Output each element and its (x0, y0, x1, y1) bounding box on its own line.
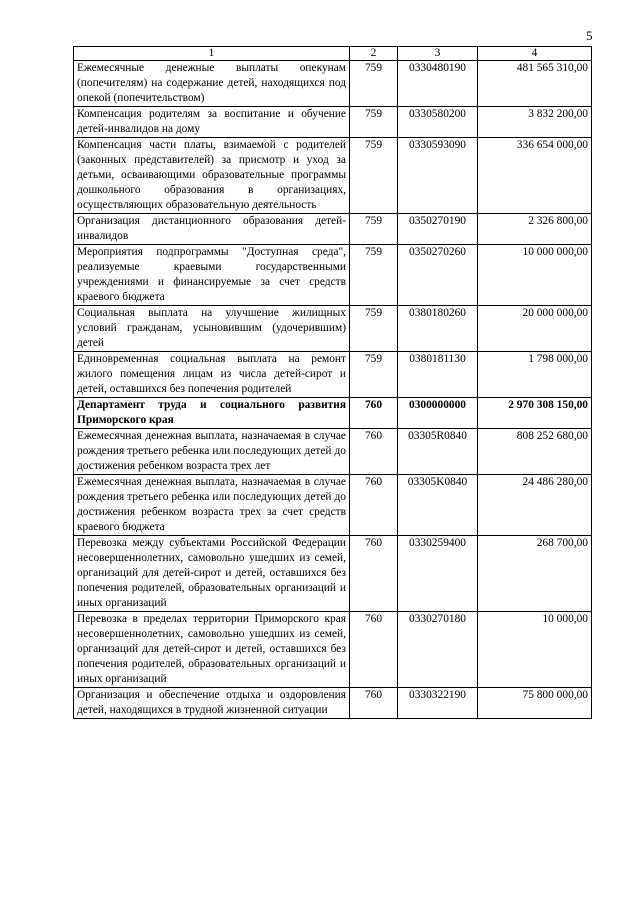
row-ministry-code-cell: 759 (350, 245, 398, 306)
row-ministry-code-cell: 760 (350, 398, 398, 429)
row-target-code-cell: 0350270260 (398, 245, 478, 306)
row-name-cell: Перевозка в пределах территории Приморского края несовершеннолетних, самовольно ушедших из семей, организаций для детей-сирот и детей, оставшихся без попечения родителей, образовательных организаций и иных организаций (74, 612, 350, 688)
row-ministry-code-cell: 759 (350, 138, 398, 214)
row-name-cell: Компенсация части платы, взимаемой с родителей (законных представителей) за присмотр и уход за детьми, осваивающими образовательные программы дошкольного образования в организациях, осуществляющих образовательную деятельность (74, 138, 350, 214)
table-row (74, 612, 592, 688)
row-amount-cell: 2 326 800,00 (478, 214, 592, 245)
table-row (74, 245, 592, 306)
row-name-cell: Организация и обеспечение отдыха и оздоровления детей, находящихся в трудной жизненной ситуации (74, 688, 350, 719)
row-amount-cell: 10 000 000,00 (478, 245, 592, 306)
row-amount-cell: 3 832 200,00 (478, 107, 592, 138)
table-row (74, 138, 592, 214)
row-target-code-cell: 0330259400 (398, 536, 478, 612)
row-name-cell: Организация дистанционного образования детей-инвалидов (74, 214, 350, 245)
table-row (74, 306, 592, 352)
header-col-3: 3 (398, 47, 478, 61)
row-amount-cell: 336 654 000,00 (478, 138, 592, 214)
row-ministry-code-cell: 760 (350, 429, 398, 475)
row-target-code-cell: 0300000000 (398, 398, 478, 429)
row-name-cell: Компенсация родителям за воспитание и обучение детей-инвалидов на дому (74, 107, 350, 138)
row-amount-cell: 268 700,00 (478, 536, 592, 612)
budget-table (73, 46, 592, 719)
row-target-code-cell: 0380181130 (398, 352, 478, 398)
row-amount-cell: 808 252 680,00 (478, 429, 592, 475)
row-name-cell: Ежемесячная денежная выплата, назначаемая в случае рождения третьего ребенка или последующих детей до достижения ребенком возраста трех за счет средств краевого бюджета (74, 475, 350, 536)
row-target-code-cell: 0330593090 (398, 138, 478, 214)
row-ministry-code-cell: 759 (350, 352, 398, 398)
table-header-row (74, 47, 592, 61)
row-target-code-cell: 03305R0840 (398, 429, 478, 475)
table-row (74, 475, 592, 536)
row-name-cell: Перевозка между субъектами Российской Федерации несовершеннолетних, самовольно ушедших из семей, организаций для детей-сирот и детей, оставшихся без попечения родителей, образовательных организаций и иных организаций (74, 536, 350, 612)
row-name-cell: Департамент труда и социального развития Приморского края (74, 398, 350, 429)
row-name-cell: Социальная выплата на улучшение жилищных условий гражданам, усыновившим (удочерившим) детей (74, 306, 350, 352)
row-ministry-code-cell: 759 (350, 107, 398, 138)
header-col-1: 1 (74, 47, 350, 61)
table-row (74, 429, 592, 475)
header-col-2: 2 (350, 47, 398, 61)
department-row (74, 398, 592, 429)
row-amount-cell: 1 798 000,00 (478, 352, 592, 398)
row-target-code-cell: 0330270180 (398, 612, 478, 688)
row-ministry-code-cell: 760 (350, 688, 398, 719)
table-row (74, 107, 592, 138)
row-ministry-code-cell: 760 (350, 475, 398, 536)
row-amount-cell: 20 000 000,00 (478, 306, 592, 352)
row-amount-cell: 2 970 308 150,00 (478, 398, 592, 429)
row-amount-cell: 10 000,00 (478, 612, 592, 688)
row-ministry-code-cell: 760 (350, 612, 398, 688)
row-target-code-cell: 0350270190 (398, 214, 478, 245)
page-number: 5 (586, 28, 593, 43)
table-row (74, 536, 592, 612)
row-amount-cell: 24 486 280,00 (478, 475, 592, 536)
row-ministry-code-cell: 759 (350, 306, 398, 352)
table-row (74, 352, 592, 398)
row-name-cell: Ежемесячные денежные выплаты опекунам (попечителям) на содержание детей, находящихся под опекой (попечительством) (74, 61, 350, 107)
row-ministry-code-cell: 759 (350, 214, 398, 245)
header-col-4: 4 (478, 47, 592, 61)
table-row (74, 214, 592, 245)
row-amount-cell: 481 565 310,00 (478, 61, 592, 107)
row-ministry-code-cell: 760 (350, 536, 398, 612)
row-ministry-code-cell: 759 (350, 61, 398, 107)
table-row (74, 61, 592, 107)
row-name-cell: Ежемесячная денежная выплата, назначаемая в случае рождения третьего ребенка или последующих детей до достижения ребенком возраста трех лет (74, 429, 350, 475)
row-target-code-cell: 03305K0840 (398, 475, 478, 536)
row-target-code-cell: 0330580200 (398, 107, 478, 138)
row-target-code-cell: 0380180260 (398, 306, 478, 352)
row-target-code-cell: 0330322190 (398, 688, 478, 719)
row-amount-cell: 75 800 000,00 (478, 688, 592, 719)
table-row (74, 688, 592, 719)
row-target-code-cell: 0330480190 (398, 61, 478, 107)
row-name-cell: Мероприятия подпрограммы "Доступная среда", реализуемые краевыми государственными учреждениями и финансируемые за счет средств краевого бюджета (74, 245, 350, 306)
row-name-cell: Единовременная социальная выплата на ремонт жилого помещения лицам из числа детей-сирот и детей, оставшихся без попечения родителей (74, 352, 350, 398)
